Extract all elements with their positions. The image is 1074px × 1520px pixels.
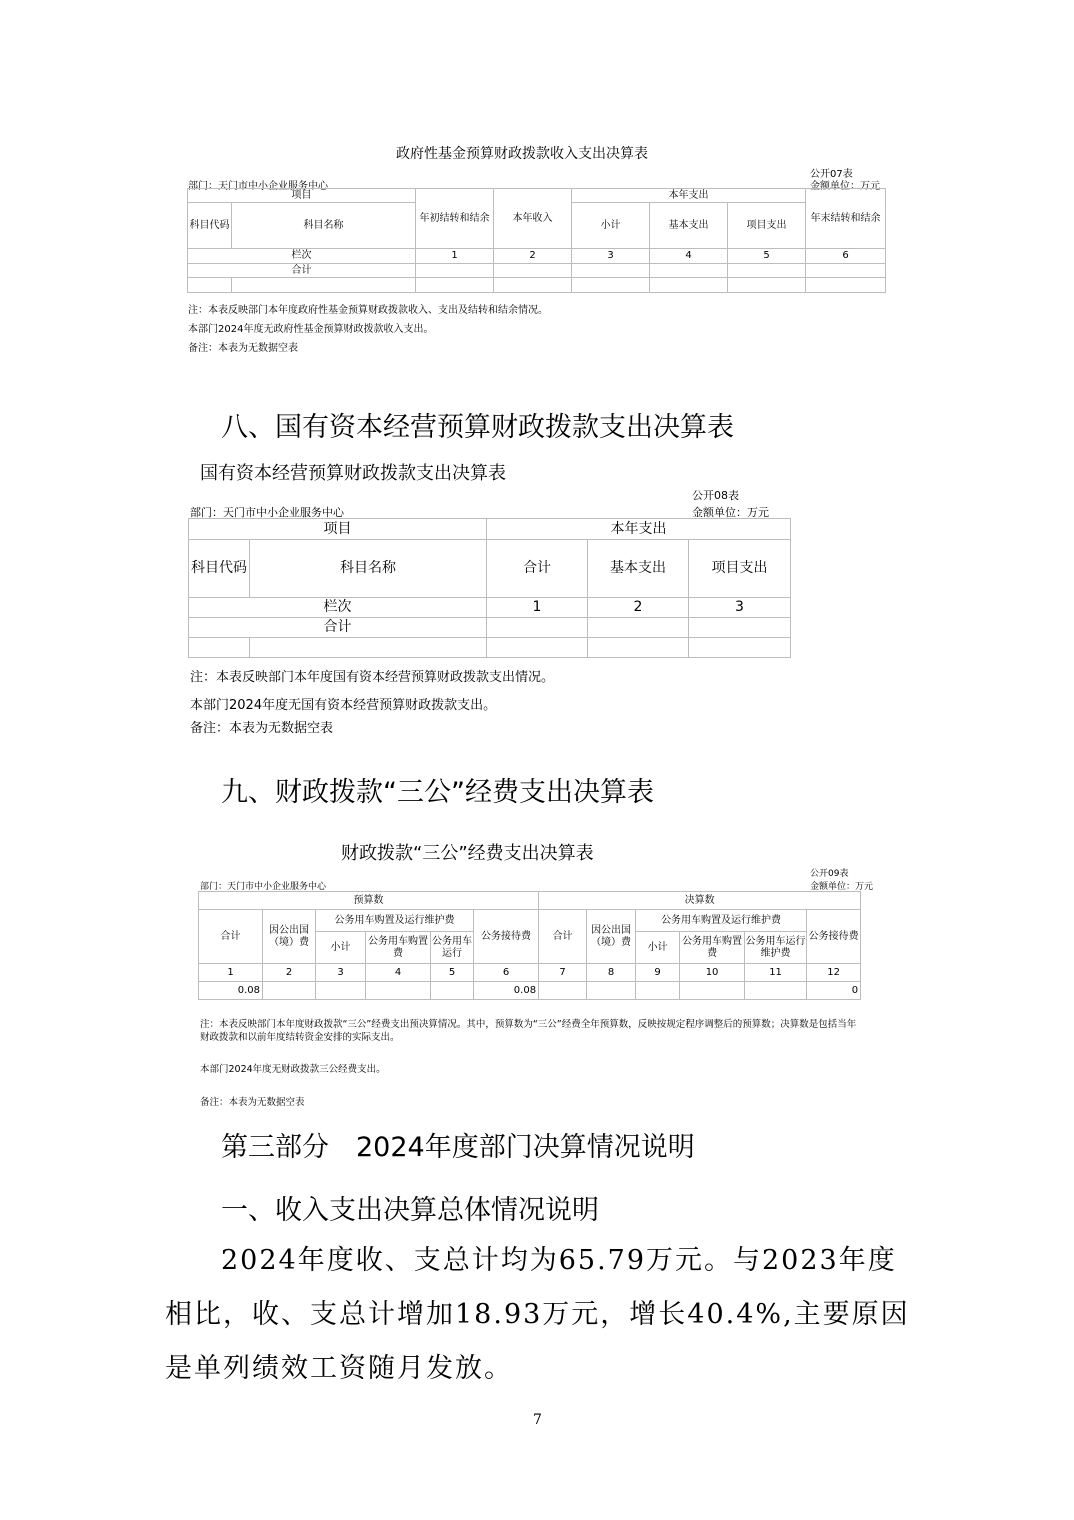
part3-paragraph-text: 2024年度收、支总计均为65.79万元。与2023年度相比，收、支总计增加18.93万元，增长40.4%,主要原因是单列绩效工资随月发放。: [165, 1245, 910, 1384]
table9-h-abroad: 因公出国（境）费: [587, 910, 636, 964]
table7-num: 2: [494, 249, 572, 264]
table9-num: 7: [539, 964, 587, 982]
table7-row-col: 栏次: [188, 249, 416, 264]
part3-paragraph: [165, 1234, 915, 1396]
table-cell: [572, 264, 650, 278]
table8-h-project: 项目支出: [689, 540, 791, 598]
table-cell: [806, 278, 886, 293]
table-cell: [416, 264, 494, 278]
table8-h-total: 合计: [487, 540, 588, 598]
table7-num: 3: [572, 249, 650, 264]
table9-num: 1: [199, 964, 263, 982]
table7-h-code: 科目代码: [188, 203, 232, 249]
part3-heading: 第三部分 2024年度部门决算情况说明: [221, 1132, 695, 1163]
section9-heading: 九、财政拨款“三公”经费支出决算表: [221, 777, 654, 808]
table7-h-income: 本年收入: [494, 189, 572, 249]
table7-code: 公开07表: [810, 169, 853, 180]
section9-note3: 备注：本表为无数据空表: [200, 1097, 305, 1108]
section8-code: 公开08表: [692, 489, 739, 502]
table9-h-reception: 公务接待费: [474, 910, 539, 964]
table9-num: 2: [263, 964, 316, 982]
table9-h-reception: 公务接待费: [807, 910, 861, 964]
table9-value-reception: 0.08: [474, 982, 539, 1000]
table9-h-vehicle: 公务用车购置及运行维护费: [316, 910, 474, 932]
section8-heading: 八、国有资本经营预算财政拨款支出决算表: [221, 412, 734, 443]
table-cell: [650, 264, 728, 278]
table8: [188, 518, 791, 658]
table9-h-budget: 预算数: [199, 892, 539, 910]
table-cell: [416, 278, 494, 293]
page-number: 7: [533, 1412, 542, 1428]
table8-h-name: 科目名称: [250, 540, 487, 598]
table9-h-final: 决算数: [539, 892, 861, 910]
table-cell: [689, 638, 791, 658]
table-cell: [572, 278, 650, 293]
table-cell: [745, 982, 807, 1000]
section8-title: 国有资本经营预算财政拨款支出决算表: [200, 463, 506, 484]
table7-title: 政府性基金预算财政拨款收入支出决算表: [396, 146, 648, 162]
table7-note1: 注：本表反映部门本年度政府性基金预算财政拨款收入、支出及结转和结余情况。: [188, 305, 548, 316]
table7-note2: 本部门2024年度无政府性基金预算财政拨款收入支出。: [188, 324, 434, 335]
table-cell: [650, 278, 728, 293]
table9-num: 3: [316, 964, 366, 982]
table-cell: [366, 982, 431, 1000]
table9-value-final-reception: 0: [807, 982, 861, 1000]
table-cell: [487, 618, 588, 638]
section9-note1: 注：本表反映部门本年度财政拨款“三公”经费支出预决算情况。其中，预算数为“三公”经费全年预算数，反映按规定程序调整后的预算数；决算数是包括当年财政拨款和以前年度结转资金安排的实际支出。: [200, 1019, 857, 1043]
table9-num: 8: [587, 964, 636, 982]
table-cell: [487, 638, 588, 658]
section9-note2: 本部门2024年度无财政拨款三公经费支出。: [200, 1064, 386, 1075]
section8-note1: 注：本表反映部门本年度国有资本经营预算财政拨款支出情况。: [190, 670, 555, 685]
table-cell: [689, 618, 791, 638]
table-cell: [588, 638, 689, 658]
table7-h-item: 项目: [188, 189, 416, 203]
table9-num: 12: [807, 964, 861, 982]
table7-dept: 部门：天门市中小企业服务中心: [188, 181, 328, 192]
table9-value-total: 0.08: [199, 982, 263, 1000]
section9-code: 公开09表: [810, 869, 849, 879]
table-cell: [263, 982, 316, 1000]
table-cell: [728, 264, 806, 278]
table8-row-total: 合计: [189, 618, 487, 638]
table-cell: [232, 278, 416, 293]
table9-h-purchase: 公务用车购置费: [680, 932, 745, 964]
table7-num: 4: [650, 249, 728, 264]
table7-num: 5: [728, 249, 806, 264]
table7-h-subtotal: 小计: [572, 203, 650, 249]
table7-num: 6: [806, 249, 886, 264]
table8-row-col: 栏次: [189, 598, 487, 618]
table8-h-item: 项目: [189, 519, 487, 540]
table-cell: [250, 638, 487, 658]
table9-num: 6: [474, 964, 539, 982]
part3-subheading: 一、收入支出决算总体情况说明: [221, 1195, 599, 1226]
table-cell: [494, 264, 572, 278]
table7-row-total: 合计: [188, 264, 416, 278]
table7-h-end: 年末结转和结余: [806, 189, 886, 249]
table9-h-abroad: 因公出国（境）费: [263, 910, 316, 964]
table7-h-project: 项目支出: [728, 203, 806, 249]
table9-h-subtotal: 小计: [316, 932, 366, 964]
table9-num: 11: [745, 964, 807, 982]
table8-num: 1: [487, 598, 588, 618]
table9-h-run2: 公务用车运行维护费: [745, 932, 807, 964]
table7-h-begin: 年初结转和结余: [416, 189, 494, 249]
table9-num: 10: [680, 964, 745, 982]
table9-h-subtotal: 小计: [636, 932, 680, 964]
table8-h-expense: 本年支出: [487, 519, 791, 540]
table7-h-expense: 本年支出: [572, 189, 806, 203]
table-cell: [680, 982, 745, 1000]
table-cell: [316, 982, 366, 1000]
table-cell: [728, 278, 806, 293]
table7: [187, 188, 886, 293]
section8-unit: 金额单位：万元: [692, 506, 769, 519]
table8-h-code: 科目代码: [189, 540, 250, 598]
table9-num: 9: [636, 964, 680, 982]
table8-num: 2: [588, 598, 689, 618]
table-cell: [431, 982, 474, 1000]
table-cell: [494, 278, 572, 293]
table-cell: [588, 618, 689, 638]
table7-h-name: 科目名称: [232, 203, 416, 249]
table-cell: [806, 264, 886, 278]
table9-h-total: 合计: [539, 910, 587, 964]
table8-h-basic: 基本支出: [588, 540, 689, 598]
table9-h-run: 公务用车运行: [431, 932, 474, 964]
table-cell: [587, 982, 636, 1000]
table7-h-basic: 基本支出: [650, 203, 728, 249]
table-cell: [188, 278, 232, 293]
section9-dept: 部门：天门市中小企业服务中心: [200, 882, 327, 892]
section9-unit: 金额单位：万元: [810, 882, 874, 892]
table-cell: [636, 982, 680, 1000]
table9: [198, 891, 861, 1000]
table9-num: 5: [431, 964, 474, 982]
table7-note3: 备注：本表为无数据空表: [188, 343, 298, 354]
table7-num: 1: [416, 249, 494, 264]
table8-num: 3: [689, 598, 791, 618]
table9-h-purchase: 公务用车购置费: [366, 932, 431, 964]
table-cell: [539, 982, 587, 1000]
section8-note3: 备注：本表为无数据空表: [190, 721, 334, 736]
table7-unit: 金额单位：万元: [810, 181, 880, 192]
section9-title: 财政拨款“三公”经费支出决算表: [341, 843, 594, 864]
table-cell: [189, 638, 250, 658]
section8-note2: 本部门2024年度无国有资本经营预算财政拨款支出。: [190, 698, 497, 713]
table9-h-vehicle: 公务用车购置及运行维护费: [636, 910, 807, 932]
section8-dept: 部门：天门市中小企业服务中心: [190, 506, 344, 519]
table9-h-total: 合计: [199, 910, 263, 964]
table9-num: 4: [366, 964, 431, 982]
